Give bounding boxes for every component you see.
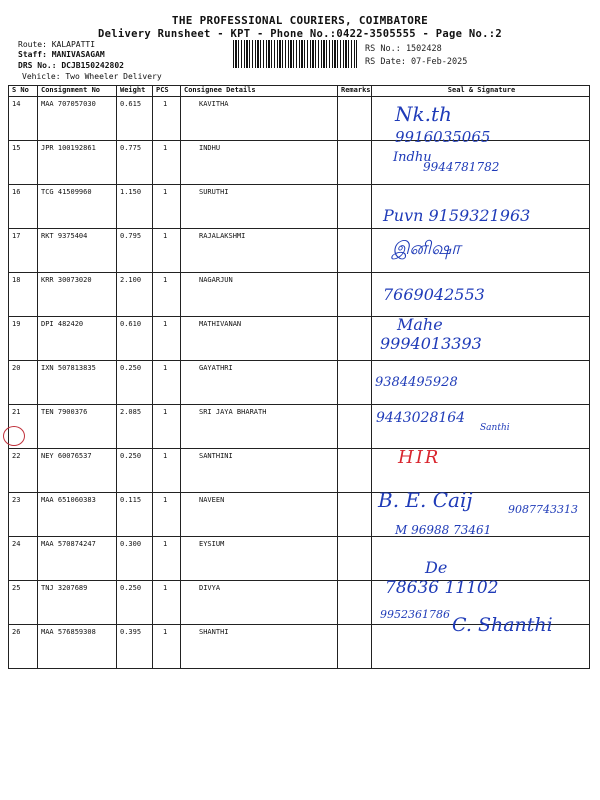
signature-15: Indhu <box>393 150 432 165</box>
signature-cell <box>371 537 589 581</box>
weight-cell: 0.775 <box>117 141 153 185</box>
consignee-cell: SANTHINI <box>181 449 338 493</box>
consignment-no-cell: NEY 60076537 <box>38 449 117 493</box>
pcs-cell: 1 <box>153 493 181 537</box>
col-header: S No <box>9 86 38 97</box>
remarks-cell <box>338 273 372 317</box>
weight-cell: 0.300 <box>117 537 153 581</box>
pcs-cell: 1 <box>153 185 181 229</box>
weight-cell: 2.100 <box>117 273 153 317</box>
phone-26: 9952361786 <box>380 608 450 621</box>
phone-19: 9994013393 <box>380 334 482 353</box>
runsheet-subtitle: Delivery Runsheet - KPT - Phone No.:0422-3505555 - Page No.:2 <box>98 28 502 40</box>
sno-cell: 20 <box>9 361 38 405</box>
signature-25: De <box>425 558 448 577</box>
signature-22: HIR <box>398 447 441 468</box>
signature-21: Santhi <box>480 423 510 433</box>
barcode <box>233 40 357 68</box>
consignment-no-cell: IXN 507813835 <box>38 361 117 405</box>
consignee-cell: NAGARJUN <box>181 273 338 317</box>
consignment-no-cell: TEN 7900376 <box>38 405 117 449</box>
consignment-no-cell: RKT 9375404 <box>38 229 117 273</box>
table-row <box>9 493 590 537</box>
pcs-cell: 1 <box>153 405 181 449</box>
remarks-cell <box>338 97 372 141</box>
table-row <box>9 361 590 405</box>
remarks-cell <box>338 405 372 449</box>
weight-cell: 0.250 <box>117 581 153 625</box>
consignee-cell: SRI JAYA BHARATH <box>181 405 338 449</box>
phone-23: 9087743313 <box>508 503 578 516</box>
pcs-cell: 1 <box>153 317 181 361</box>
pcs-cell: 1 <box>153 229 181 273</box>
consignment-no-cell: MAA 570874247 <box>38 537 117 581</box>
remarks-cell <box>338 229 372 273</box>
weight-cell: 1.150 <box>117 185 153 229</box>
runsheet-table <box>8 85 590 669</box>
weight-cell: 0.795 <box>117 229 153 273</box>
pcs-cell: 1 <box>153 581 181 625</box>
table-row <box>9 317 590 361</box>
pcs-cell: 1 <box>153 141 181 185</box>
remarks-cell <box>338 625 372 669</box>
sno-cell: 26 <box>9 625 38 669</box>
weight-cell: 0.615 <box>117 97 153 141</box>
signature-19: Mahe <box>397 315 443 334</box>
sno-cell: 15 <box>9 141 38 185</box>
remarks-cell <box>338 141 372 185</box>
phone-14: 9916035065 <box>395 128 491 146</box>
signature-24: M 96988 73461 <box>395 523 492 537</box>
remarks-cell <box>338 361 372 405</box>
col-header: Remarks <box>338 86 372 97</box>
sno-cell: 19 <box>9 317 38 361</box>
sno-cell: 17 <box>9 229 38 273</box>
signature-20: 9384495928 <box>375 375 458 390</box>
signature-23: B. E. Caij <box>378 488 473 512</box>
sno-cell: 21 <box>9 405 38 449</box>
consignee-cell: EYSIUM <box>181 537 338 581</box>
table-row <box>9 273 590 317</box>
consignment-no-cell: TCG 41509960 <box>38 185 117 229</box>
consignee-cell: SHANTHI <box>181 625 338 669</box>
consignment-no-cell: KRR 30073020 <box>38 273 117 317</box>
drs-label: DRS No.: DCJB150242802 <box>18 61 124 70</box>
consignee-cell: INDHU <box>181 141 338 185</box>
remarks-cell <box>338 185 372 229</box>
remarks-cell <box>338 537 372 581</box>
consignment-no-cell: DPI 482420 <box>38 317 117 361</box>
col-header: Consignment No <box>38 86 117 97</box>
company-title: THE PROFESSIONAL COURIERS, COIMBATORE <box>171 14 429 27</box>
col-header: PCS <box>153 86 181 97</box>
consignee-cell: NAVEEN <box>181 493 338 537</box>
phone-25: 78636 11102 <box>385 578 499 598</box>
signature-18: 7669042553 <box>383 285 485 304</box>
weight-cell: 0.250 <box>117 361 153 405</box>
table-row <box>9 141 590 185</box>
sno-cell: 16 <box>9 185 38 229</box>
pcs-cell: 1 <box>153 449 181 493</box>
consignment-no-cell: MAA 707057030 <box>38 97 117 141</box>
pcs-cell: 1 <box>153 625 181 669</box>
rs-number: RS No.: 1502428 <box>365 44 442 54</box>
weight-cell: 0.250 <box>117 449 153 493</box>
remarks-cell <box>338 317 372 361</box>
sno-cell: 25 <box>9 581 38 625</box>
remarks-cell <box>338 449 372 493</box>
rs-date: RS Date: 07-Feb-2025 <box>365 57 468 67</box>
col-header: Consignee Details <box>181 86 338 97</box>
consignment-no-cell: MAA 576859308 <box>38 625 117 669</box>
route-label: Route: KALAPATTI <box>18 40 96 49</box>
sno-cell: 24 <box>9 537 38 581</box>
sno-cell: 14 <box>9 97 38 141</box>
pcs-cell: 1 <box>153 537 181 581</box>
table-row <box>9 537 590 581</box>
staff-label: Staff: MANIVASAGAM <box>18 50 105 59</box>
weight-cell: 0.395 <box>117 625 153 669</box>
signature-17: இனிஷா <box>392 238 461 259</box>
pcs-cell: 1 <box>153 97 181 141</box>
consignee-cell: KAVITHA <box>181 97 338 141</box>
consignee-cell: DIVYA <box>181 581 338 625</box>
col-header: Seal & Signature <box>371 86 589 97</box>
phone-21: 9443028164 <box>376 410 466 426</box>
sno-cell: 22 <box>9 449 38 493</box>
signature-16: Puvn 9159321963 <box>383 206 531 225</box>
consignee-cell: GAYATHRI <box>181 361 338 405</box>
table-row <box>9 449 590 493</box>
vehicle-label: Vehicle: Two Wheeler Delivery <box>22 72 162 81</box>
red-circle-mark <box>3 426 25 446</box>
table-row <box>9 97 590 141</box>
weight-cell: 2.085 <box>117 405 153 449</box>
remarks-cell <box>338 581 372 625</box>
weight-cell: 0.610 <box>117 317 153 361</box>
signature-14: Nk.th <box>395 102 452 126</box>
table-header-row <box>9 86 590 97</box>
sno-cell: 18 <box>9 273 38 317</box>
sno-cell: 23 <box>9 493 38 537</box>
weight-cell: 0.115 <box>117 493 153 537</box>
consignment-no-cell: MAA 651060383 <box>38 493 117 537</box>
pcs-cell: 1 <box>153 361 181 405</box>
col-header: Weight <box>117 86 153 97</box>
consignee-cell: SURUTHI <box>181 185 338 229</box>
consignee-cell: MATHIVANAN <box>181 317 338 361</box>
consignment-no-cell: TNJ 3207689 <box>38 581 117 625</box>
remarks-cell <box>338 493 372 537</box>
signature-26: C. Shanthi <box>452 614 553 636</box>
consignment-no-cell: JPR 100192861 <box>38 141 117 185</box>
consignee-cell: RAJALAKSHMI <box>181 229 338 273</box>
table-row <box>9 229 590 273</box>
phone-15: 9944781782 <box>423 160 500 174</box>
pcs-cell: 1 <box>153 273 181 317</box>
